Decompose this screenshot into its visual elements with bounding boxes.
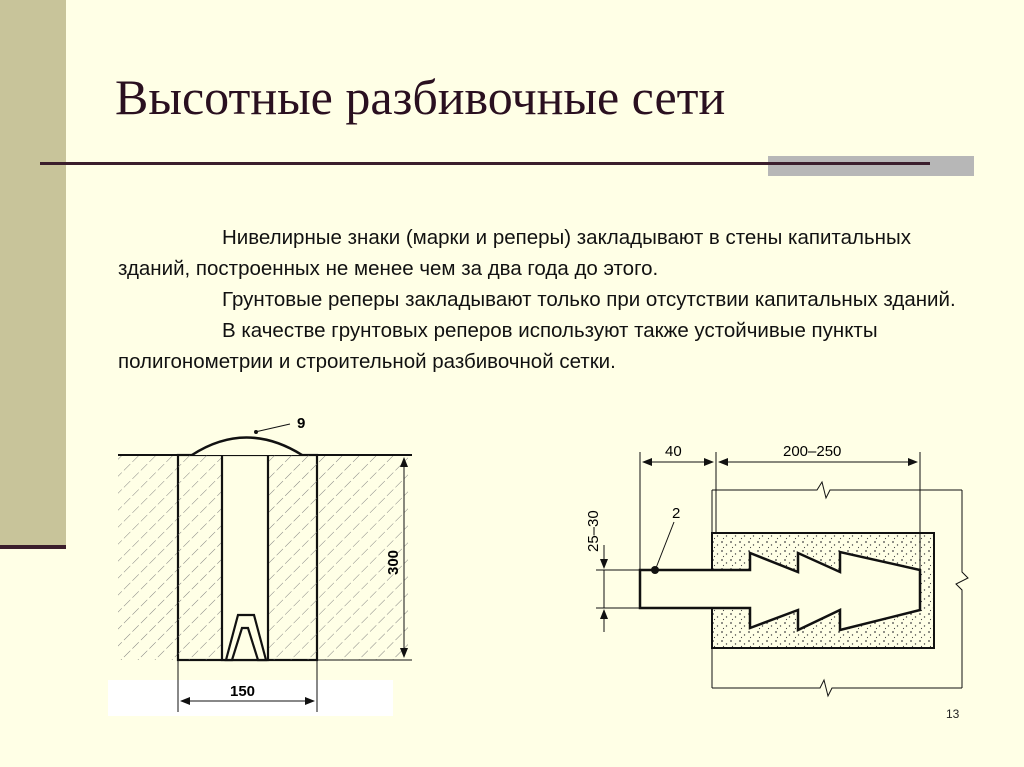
paragraph-1: Нивелирные знаки (марки и реперы) закладывают в стены капитальных зданий, построенных не менее чем за два года до этого. [118,226,911,280]
ground-benchmark-figure [108,415,412,716]
benchmark-cap [192,438,302,456]
label-200-250: 200–250 [783,443,842,460]
benchmark-rod [222,455,268,660]
benchmark-point [651,566,659,574]
wall-benchmark-figure [585,443,968,696]
label-9: 9 [297,415,306,432]
leader-2 [656,522,674,568]
slide-title: Высотные разбивочные сети [115,69,726,125]
paragraph-3: В качестве грунтовых реперов используют также устойчивые пункты полигонометрии и строительной разбивочной сетки. [118,319,878,373]
wall-break-top [712,482,962,498]
leader-9 [255,424,290,432]
label-40: 40 [665,443,682,460]
leader-9-dot [254,430,258,434]
paragraph-2: Грунтовые реперы закладывают только при отсутствии капитальных зданий. [222,288,956,311]
label-2: 2 [672,505,681,522]
label-25-30: 25–30 [585,510,602,552]
wall-break-bottom [712,680,962,696]
label-300: 300 [385,549,402,575]
wall-break-right [956,490,968,688]
label-150: 150 [230,683,256,700]
page-number: 13 [946,707,960,721]
